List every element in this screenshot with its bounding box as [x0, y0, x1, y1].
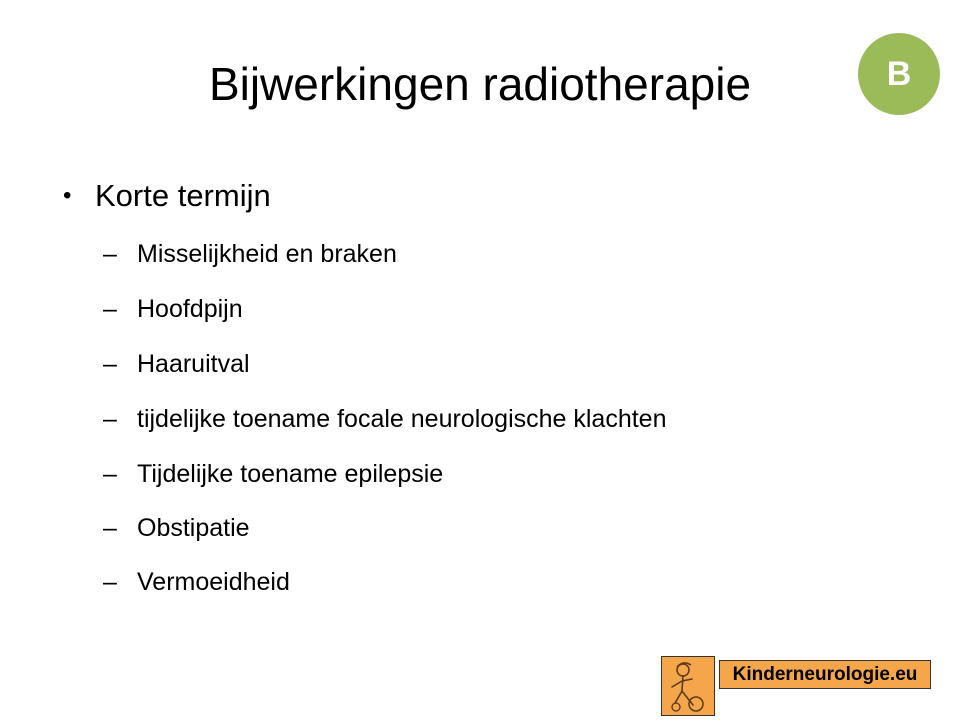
dash-icon: – [103, 240, 117, 268]
bullet-label: Korte termijn [95, 178, 271, 213]
sub-item [103, 405, 667, 434]
child-figure-icon [661, 656, 715, 716]
section-badge: B [858, 33, 940, 115]
sub-item-label: Vermoeidheid [137, 568, 290, 596]
dash-icon: – [103, 514, 117, 542]
sub-item-label: Haaruitval [137, 350, 250, 378]
sub-item-label: tijdelijke toename focale neurologische klachten [137, 405, 667, 433]
sub-item-label: Misselijkheid en braken [137, 240, 397, 268]
sub-item-label: Tijdelijke toename epilepsie [137, 460, 444, 488]
sub-item-label: Hoofdpijn [137, 295, 243, 323]
sub-item [103, 350, 250, 379]
dash-icon: – [103, 460, 117, 488]
bullet-icon: • [63, 182, 72, 209]
sub-item [103, 295, 243, 324]
dash-icon: – [103, 295, 117, 323]
dash-icon: – [103, 350, 117, 378]
bullet-item [63, 178, 271, 214]
sub-item [103, 460, 443, 489]
sub-item [103, 514, 250, 543]
site-logo[interactable] [661, 656, 931, 716]
slide-title: Bijwerkingen radiotherapie [208, 58, 752, 110]
sub-item-label: Obstipatie [137, 514, 250, 542]
sub-item [103, 240, 397, 269]
logo-text: Kinderneurologie.eu [719, 660, 931, 689]
dash-icon: – [103, 568, 117, 596]
dash-icon: – [103, 405, 117, 433]
sub-item [103, 568, 290, 597]
